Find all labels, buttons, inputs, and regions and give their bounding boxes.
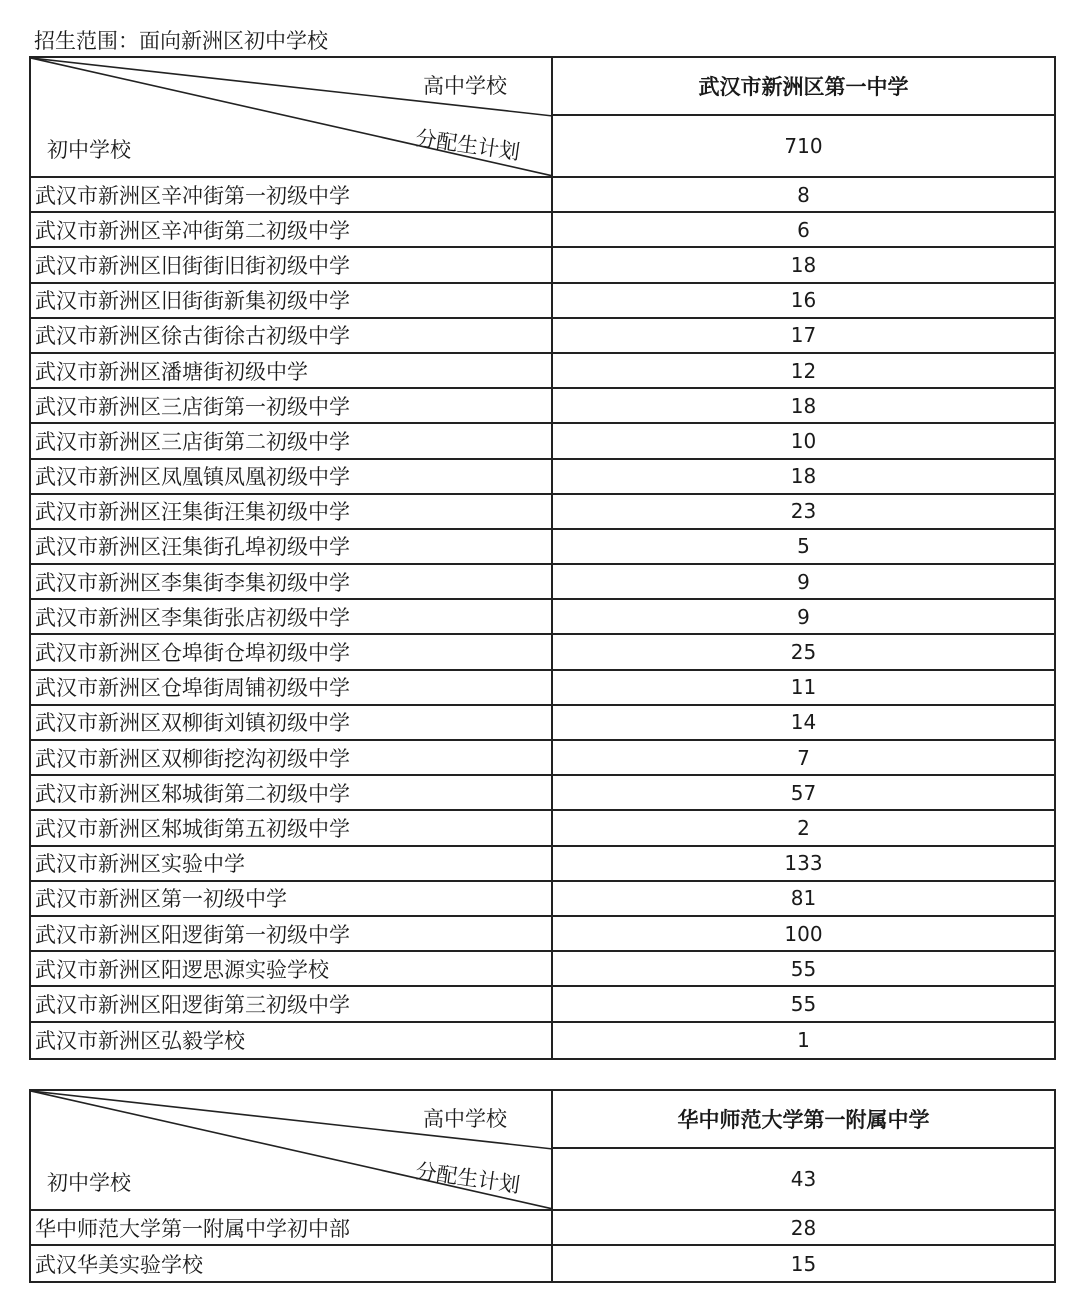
table-row (31, 706, 1054, 741)
quota-value: 25 (790, 640, 817, 665)
quota-value: 133 (784, 851, 823, 876)
junior-school-name: 武汉市新洲区三店街第二初级中学 (31, 424, 553, 457)
junior-school-name: 武汉市新洲区阳逻街第一初级中学 (31, 917, 553, 950)
quota-value: 18 (790, 252, 817, 277)
quota-value: 14 (790, 710, 817, 735)
quota-value: 57 (790, 780, 817, 805)
junior-school-name: 武汉市新洲区旧街街新集初级中学 (31, 284, 553, 317)
table-row (31, 600, 1054, 635)
plan-label: 分配生计划 (414, 1158, 522, 1198)
junior-school-name: 武汉市新洲区凤凰镇凤凰初级中学 (31, 460, 553, 493)
table-row (31, 213, 1054, 248)
table-header (31, 1091, 1054, 1211)
table-row (31, 1211, 1054, 1246)
table-row (31, 917, 1054, 952)
quota-value: 23 (790, 499, 817, 524)
quota-value: 7 (797, 745, 810, 770)
junior-school-name: 武汉市新洲区弘毅学校 (31, 1023, 553, 1058)
quota-value: 12 (790, 358, 817, 383)
junior-school-name: 武汉市新洲区三店街第一初级中学 (31, 389, 553, 422)
junior-school-name: 武汉市新洲区汪集街孔埠初级中学 (31, 530, 553, 563)
allocation-table (31, 1091, 1054, 1281)
quota-value: 18 (790, 393, 817, 418)
junior-school-label: 初中学校 (47, 138, 131, 162)
junior-school-name: 武汉市新洲区邾城街第二初级中学 (31, 776, 553, 809)
junior-school-name: 武汉市新洲区辛冲街第二初级中学 (31, 213, 553, 246)
junior-school-name: 武汉市新洲区李集街张店初级中学 (31, 600, 553, 633)
table-row (31, 811, 1054, 846)
table-row (31, 178, 1054, 213)
table-row (31, 987, 1054, 1022)
table-body (31, 178, 1054, 1058)
quota-value: 100 (784, 921, 823, 946)
quota-value: 5 (797, 534, 810, 559)
quota-value: 6 (797, 217, 810, 242)
quota-value: 2 (797, 815, 810, 840)
table-row (31, 284, 1054, 319)
high-school-label: 高中学校 (423, 1107, 507, 1131)
table-row (31, 354, 1054, 389)
junior-school-name: 武汉市新洲区双柳街挖沟初级中学 (31, 741, 553, 774)
quota-value: 9 (797, 569, 810, 594)
total-quota: 43 (790, 1167, 817, 1191)
junior-school-name: 武汉市新洲区辛冲街第一初级中学 (31, 178, 553, 211)
high-school-name: 武汉市新洲区第一中学 (553, 58, 1054, 116)
quota-value: 17 (790, 323, 817, 348)
table-row (31, 1023, 1054, 1058)
junior-school-name: 武汉市新洲区汪集街汪集初级中学 (31, 495, 553, 528)
junior-school-name: 武汉市新洲区双柳街刘镇初级中学 (31, 706, 553, 739)
plan-label: 分配生计划 (414, 125, 522, 165)
table-row (31, 565, 1054, 600)
table-row (31, 741, 1054, 776)
table-row (31, 424, 1054, 459)
junior-school-name: 武汉市新洲区邾城街第五初级中学 (31, 811, 553, 844)
page-caption: 招生范围：面向新洲区初中学校 (34, 29, 328, 53)
table-row (31, 776, 1054, 811)
junior-school-name: 武汉市新洲区阳逻思源实验学校 (31, 952, 553, 985)
junior-school-name: 武汉市新洲区仓埠街仓埠初级中学 (31, 635, 553, 668)
junior-school-name: 武汉市新洲区第一初级中学 (31, 882, 553, 915)
table-body (31, 1211, 1054, 1281)
quota-value: 15 (790, 1251, 817, 1276)
quota-value: 1 (797, 1028, 810, 1053)
table-row (31, 495, 1054, 530)
quota-value: 9 (797, 604, 810, 629)
diagonal-header-cell (31, 1091, 553, 1209)
quota-value: 81 (790, 886, 817, 911)
allocation-table (31, 58, 1054, 1058)
table-row (31, 530, 1054, 565)
table-row (31, 882, 1054, 917)
junior-school-name: 武汉市新洲区仓埠街周铺初级中学 (31, 671, 553, 704)
quota-value: 11 (790, 675, 817, 700)
table-row (31, 847, 1054, 882)
quota-value: 16 (790, 288, 817, 313)
diagonal-header-cell (31, 58, 553, 176)
table-row (31, 319, 1054, 354)
quota-value: 55 (790, 991, 817, 1016)
table-row (31, 248, 1054, 283)
junior-school-name: 武汉市新洲区实验中学 (31, 847, 553, 880)
high-school-label: 高中学校 (423, 74, 507, 98)
table-header (31, 58, 1054, 178)
quota-value: 55 (790, 956, 817, 981)
table-row (31, 952, 1054, 987)
quota-value: 18 (790, 464, 817, 489)
junior-school-name: 武汉市新洲区阳逻街第三初级中学 (31, 987, 553, 1020)
high-school-name: 华中师范大学第一附属中学 (553, 1091, 1054, 1149)
quota-value: 8 (797, 182, 810, 207)
quota-value: 10 (790, 428, 817, 453)
junior-school-name: 武汉市新洲区旧街街旧街初级中学 (31, 248, 553, 281)
table-xinzhou-no1 (29, 56, 1056, 1060)
junior-school-name: 武汉市新洲区徐古街徐古初级中学 (31, 319, 553, 352)
table-row (31, 671, 1054, 706)
table-row (31, 460, 1054, 495)
junior-school-name: 华中师范大学第一附属中学初中部 (31, 1211, 553, 1244)
table-row (31, 1246, 1054, 1281)
junior-school-name: 武汉市新洲区潘塘街初级中学 (31, 354, 553, 387)
junior-school-label: 初中学校 (47, 1171, 131, 1195)
table-row (31, 635, 1054, 670)
table-ccnu-affiliated (29, 1089, 1056, 1283)
quota-value: 28 (790, 1215, 817, 1240)
junior-school-name: 武汉市新洲区李集街李集初级中学 (31, 565, 553, 598)
junior-school-name: 武汉华美实验学校 (31, 1246, 553, 1281)
total-quota: 710 (784, 134, 823, 158)
table-row (31, 389, 1054, 424)
